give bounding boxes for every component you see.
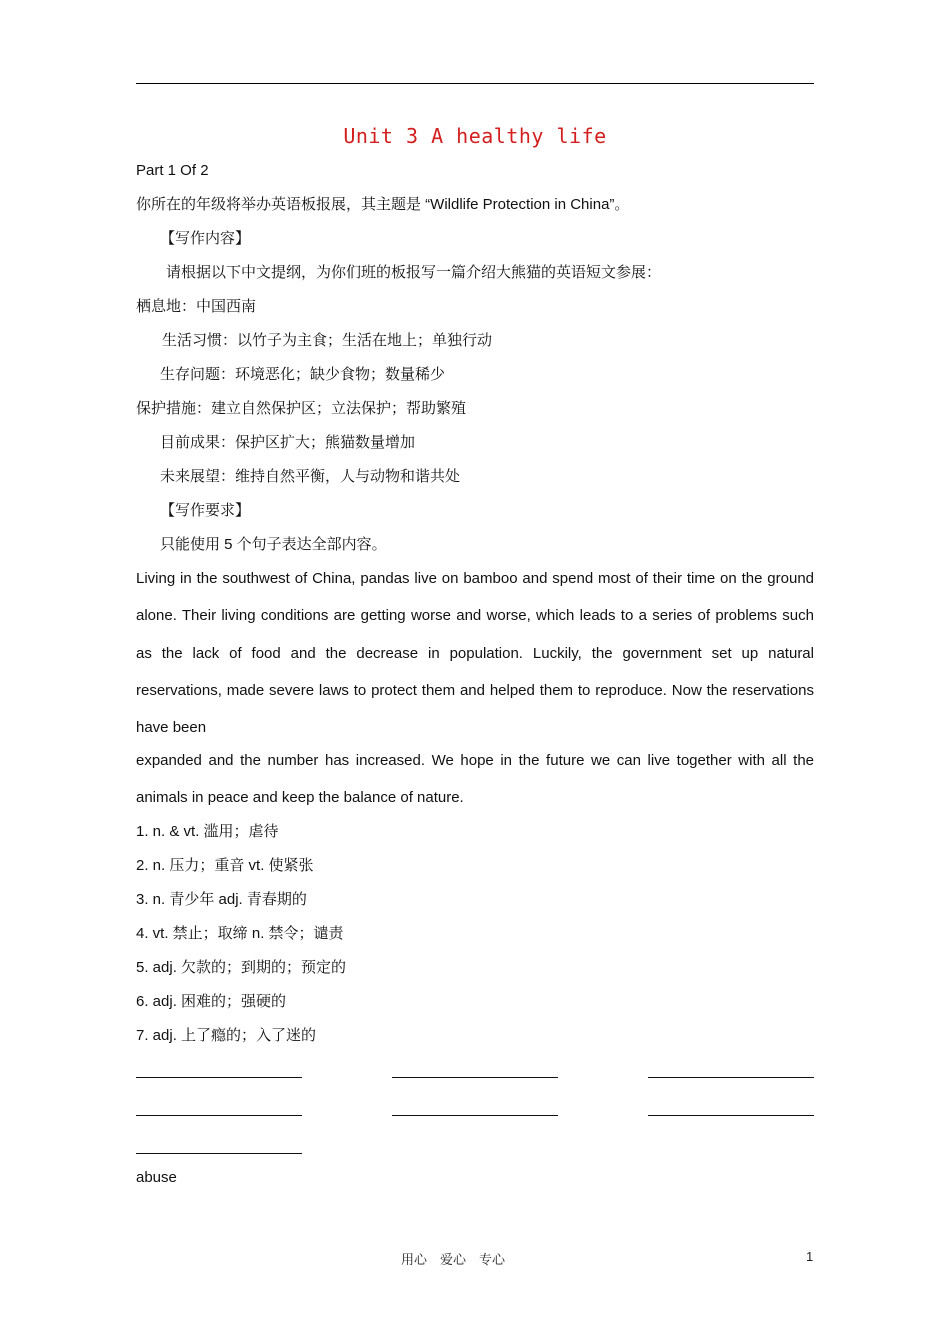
answer-blank[interactable]: [392, 1115, 558, 1116]
vocab-item: 7. adj. 上了瘾的；入了迷的: [136, 1027, 317, 1044]
outline-item: 未来展望：维持自然平衡，人与动物和谐共处: [160, 468, 461, 485]
answer-blank[interactable]: [136, 1077, 302, 1078]
outline-item: 栖息地：中国西南: [136, 298, 257, 315]
part-label: Part 1 Of 2: [136, 162, 209, 179]
outline-item: 目前成果：保护区扩大；熊猫数量增加: [160, 434, 416, 451]
vocab-item: 1. n. & vt. 滥用；虐待: [136, 823, 279, 840]
answer-text: abuse: [136, 1169, 177, 1186]
vocab-item: 2. n. 压力；重音 vt. 使紧张: [136, 857, 314, 874]
requirement-text: 只能使用 5 个句子表达全部内容。: [160, 536, 387, 553]
answer-blank[interactable]: [648, 1077, 814, 1078]
outline-item: 生活习惯：以竹子为主食；生活在地上；单独行动: [162, 332, 493, 349]
essay-paragraph-2: expanded and the number has increased. We hope in the future we can live together with all the animals in peace and keep the balance of nature.: [136, 752, 814, 807]
outline-item: 保护措施：建立自然保护区；立法保护；帮助繁殖: [136, 400, 467, 417]
header-rule: [136, 83, 814, 84]
answer-blank[interactable]: [392, 1077, 558, 1078]
answer-blank[interactable]: [648, 1115, 814, 1116]
answer-blank[interactable]: [136, 1153, 302, 1154]
vocab-item: 6. adj. 困难的；强硬的: [136, 993, 287, 1010]
page-title: Unit 3 A healthy life: [343, 124, 607, 148]
vocab-item: 3. n. 青少年 adj. 青春期的: [136, 891, 307, 908]
vocab-item: 4. vt. 禁止；取缔 n. 禁令；谴责: [136, 925, 344, 942]
vocab-item: 5. adj. 欠款的；到期的；预定的: [136, 959, 347, 976]
footer-motto: 用心 爱心 专心: [401, 1252, 506, 1267]
essay-paragraph-1: Living in the southwest of China, pandas live on bamboo and spend most of their time on the ground alone. Their living conditions are getting worse and worse, which leads to a series of problems such as the lack of food and the decrease in population. Luckily, the government set up natural reservations, made severe laws to protect them and helped them to reproduce. Now the reservations have been: [136, 570, 814, 737]
page-number: 1: [806, 1249, 814, 1264]
outline-item: 生存问题：环境恶化；缺少食物；数量稀少: [160, 366, 446, 383]
intro-text: 你所在的年级将举办英语板报展，其主题是 “Wildlife Protection in China”。: [136, 196, 630, 213]
requirement-section-label: 【写作要求】: [160, 502, 251, 519]
instruction-text: 请根据以下中文提纲，为你们班的板报写一篇介绍大熊猫的英语短文参展：: [166, 264, 662, 281]
answer-blank[interactable]: [136, 1115, 302, 1116]
content-section-label: 【写作内容】: [160, 230, 251, 247]
